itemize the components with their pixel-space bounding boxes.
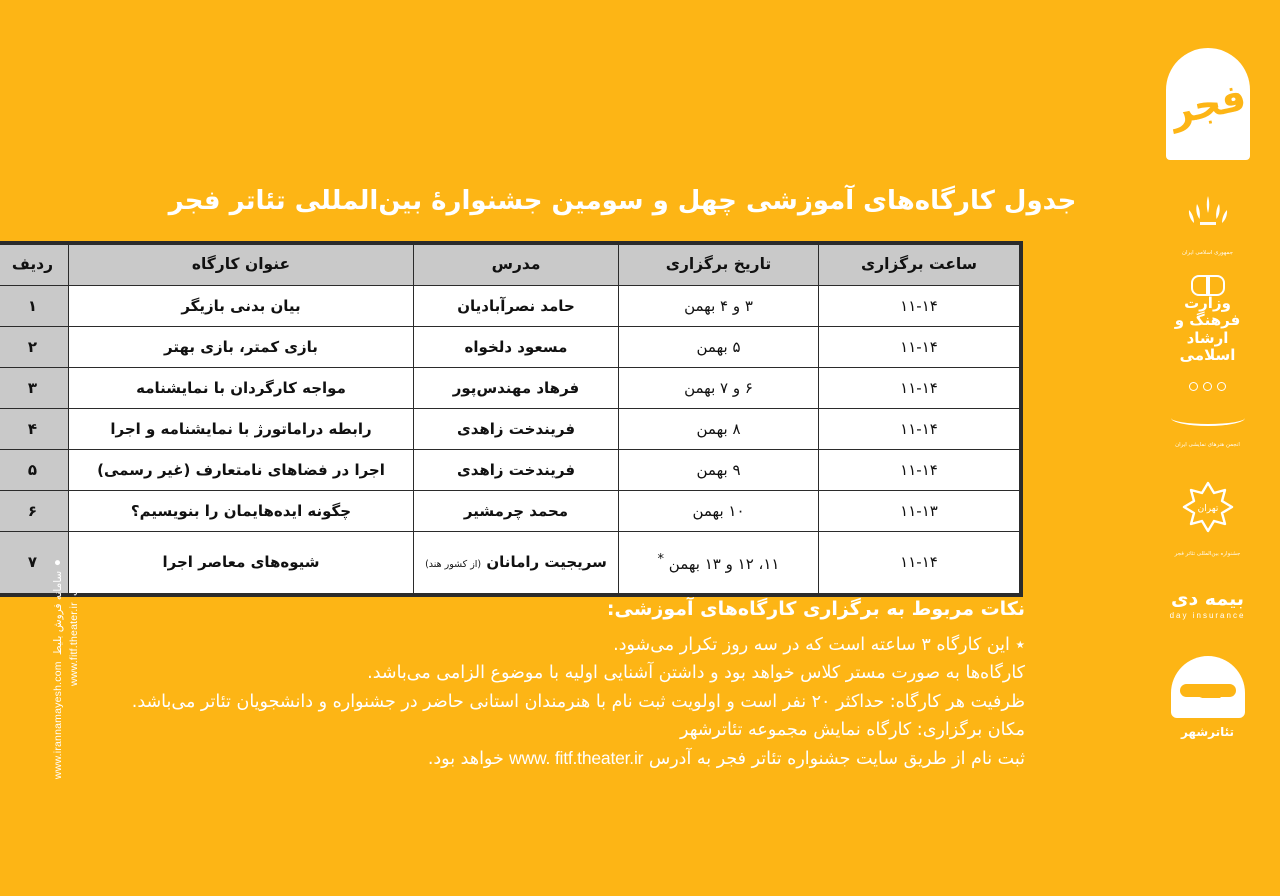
cell-workshop-title: شیوه‌های معاصر اجرا — [69, 532, 414, 594]
cell-workshop-title: اجرا در فضاهای نامتعارف (غیر رسمی) — [69, 450, 414, 491]
cell-row-number: ۴ — [0, 409, 69, 450]
cell-time: ۱۱-۱۴ — [819, 286, 1020, 327]
note-line: ٭ این کارگاه ۳ ساعته است که در سه روز تکرار می‌شود. — [613, 635, 1025, 655]
note-line: ظرفیت هر کارگاه: حداکثر ۲۰ نفر است و اولویت ثبت نام با هنرمندان استانی حاضر در جشنواره و دانشجویان تئاتر می‌باشد. — [131, 691, 1025, 712]
date-footnote-star: * — [657, 551, 664, 567]
cell-date: ۱۰ بهمن — [619, 491, 819, 532]
cell-time: ۱۱-۱۴ — [819, 450, 1020, 491]
cell-row-number: ۷ — [0, 532, 69, 594]
table-row — [0, 409, 1020, 450]
ministry-caption: انجمن هنرهای نمایشی ایران — [1175, 442, 1240, 449]
day-insurance-logo — [1170, 588, 1246, 620]
table-row — [0, 327, 1020, 368]
cell-date: ۶ و ۷ بهمن — [619, 368, 819, 409]
cell-teacher-name: سریجیت رامانان — [486, 553, 607, 572]
cell-teacher: حامد نصرآبادیان — [414, 286, 619, 327]
table-row — [0, 450, 1020, 491]
vertical-links-rail — [52, 560, 80, 779]
note-line: کارگاه‌ها به صورت مستر کلاس خواهد بود و داشتن آشنایی اولیه با موضوع الزامی می‌باشد. — [367, 663, 1025, 684]
column-header-title: عنوان کارگاه — [69, 245, 414, 286]
registration-prefix: ثبت نام از طریق سایت جشنواره تئاتر فجر به آدرس — [648, 749, 1025, 770]
tehran-municipality-icon — [1180, 479, 1236, 535]
emblem-caption: جمهوری اسلامی ایران — [1181, 250, 1234, 256]
ministry-logo-icon — [1162, 273, 1254, 364]
cell-row-number: ۳ — [0, 368, 69, 409]
table-header-row — [0, 245, 1020, 286]
workshops-table — [0, 244, 1020, 597]
svg-text:تهران: تهران — [1197, 504, 1218, 515]
cell-teacher — [414, 532, 619, 594]
iran-emblem-icon — [1185, 192, 1231, 234]
vertical-link-ticketing-url[interactable]: www.irannamayesh.com — [52, 661, 64, 780]
cell-teacher-country-note: (از کشور هند) — [425, 559, 482, 571]
cell-workshop-title: چگونه ایده‌هایمان را بنویسیم؟ — [69, 491, 414, 532]
cell-teacher: فریندخت زاهدی — [414, 409, 619, 450]
festival-logo-glyph: فجر — [1165, 74, 1250, 134]
cell-date-text: ۱۱، ۱۲ و ۱۳ بهمن — [668, 554, 780, 573]
cell-row-number: ۱ — [0, 286, 69, 327]
cell-workshop-title: مواجه کارگردان با نمایشنامه — [69, 368, 414, 409]
sponsor-logo-rail — [1135, 0, 1280, 896]
ministry-script: وزارت فرهنگ و ارشاد اسلامی — [1174, 294, 1241, 364]
column-header-teacher: مدرس — [414, 245, 619, 286]
cell-time: ۱۱-۱۴ — [819, 409, 1020, 450]
cell-date — [619, 532, 819, 594]
cell-date: ۳ و ۴ بهمن — [619, 286, 819, 327]
table-row — [0, 532, 1020, 594]
open-book-icon — [1191, 273, 1225, 295]
theater-wing-shape — [1199, 690, 1221, 698]
note-line: مکان برگزاری: کارگاه نمایش مجموعه تئاترشهر — [680, 720, 1025, 741]
cell-time: ۱۱-۱۴ — [819, 532, 1020, 594]
bullet-icon — [72, 560, 77, 565]
table-row — [0, 491, 1020, 532]
workshops-table-container — [0, 241, 1023, 597]
cell-time: ۱۱-۱۴ — [819, 368, 1020, 409]
cell-workshop-title: بیان بدنی بازیگر — [69, 286, 414, 327]
registration-suffix: خواهد بود. — [427, 749, 504, 770]
theater-caption: تئاترشهر — [1180, 725, 1235, 740]
insurance-name-en: day insurance — [1169, 611, 1246, 621]
vertical-link-ticketing-label: سامانه فروش بلیط — [52, 571, 64, 656]
column-header-row-no: ردیف — [0, 245, 69, 286]
cell-row-number: ۵ — [0, 450, 69, 491]
cell-teacher: محمد چرمشیر — [414, 491, 619, 532]
bullet-icon — [56, 560, 61, 565]
table-row — [0, 368, 1020, 409]
vertical-link-site[interactable] — [68, 560, 80, 686]
cell-teacher: مسعود دلخواه — [414, 327, 619, 368]
table-body — [0, 286, 1020, 597]
cell-date: ۵ بهمن — [619, 327, 819, 368]
insurance-name-fa: بیمه دی — [1171, 588, 1244, 611]
column-header-date: تاریخ برگزاری — [619, 245, 819, 286]
theater-shahr-logo — [1171, 656, 1245, 739]
cell-date: ۸ بهمن — [619, 409, 819, 450]
table-row — [0, 286, 1020, 327]
swoosh-icon — [1171, 410, 1245, 426]
vertical-link-site-url[interactable]: www.fitf.theater.ir — [68, 602, 80, 686]
three-circles-icon — [1189, 382, 1226, 391]
cell-time: ۱۱-۱۳ — [819, 491, 1020, 532]
notes-heading: نکات مربوط به برگزاری کارگاه‌های آموزشی: — [606, 598, 1025, 620]
column-header-time: ساعت برگزاری — [819, 245, 1020, 286]
cell-teacher: فرهاد مهندس‌پور — [414, 368, 619, 409]
page-title: جدول کارگاه‌های آموزشی چهل و سومین جشنوارهٔ بین‌المللی تئاتر فجر — [168, 186, 1077, 216]
vertical-link-site-label: سایت — [68, 571, 80, 597]
notes-section — [0, 598, 1135, 774]
cell-teacher: فریندخت زاهدی — [414, 450, 619, 491]
cell-row-number: ۲ — [0, 327, 69, 368]
vertical-link-ticketing[interactable] — [52, 560, 64, 779]
cell-time: ۱۱-۱۴ — [819, 327, 1020, 368]
registration-url[interactable]: www. fitf.theater.ir — [509, 748, 644, 769]
cell-workshop-title: بازی کمتر، بازی بهتر — [69, 327, 414, 368]
festival-logo-icon — [1166, 48, 1250, 160]
note-line-registration — [120, 744, 1025, 773]
cell-date: ۹ بهمن — [619, 450, 819, 491]
cell-workshop-title: رابطه دراماتورژ با نمایشنامه و اجرا — [69, 409, 414, 450]
theater-shahr-mark-icon — [1171, 656, 1245, 718]
festival-intl-caption: جشنواره بین‌المللی تئاتر فجر — [1174, 551, 1241, 558]
cell-row-number: ۶ — [0, 491, 69, 532]
